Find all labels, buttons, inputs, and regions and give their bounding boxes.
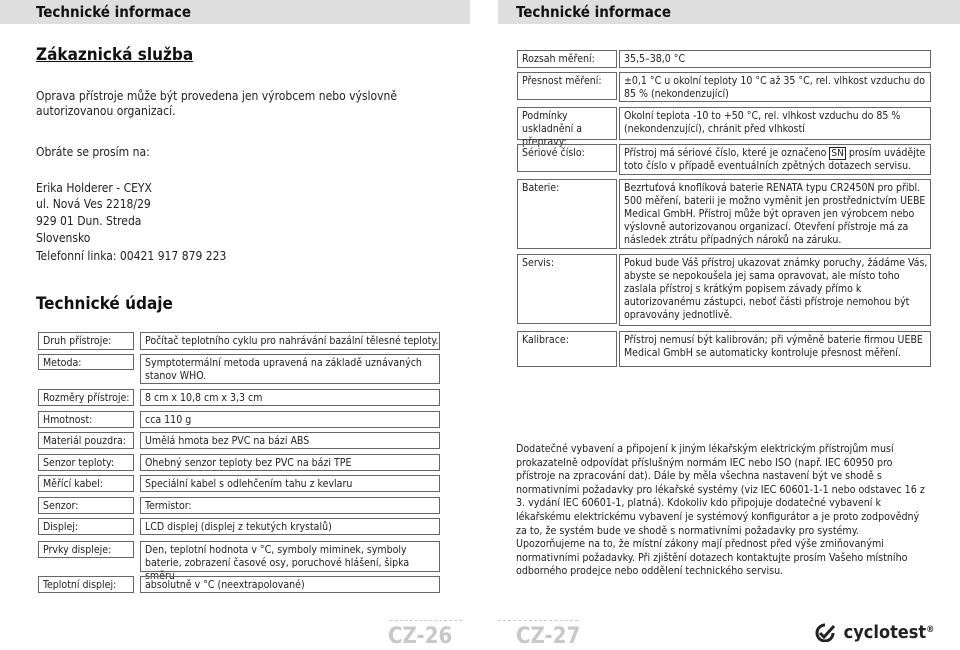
spec-label: Rozměry přístroje: [38,389,134,406]
spec-label: Kalibrace: [517,331,617,367]
spec-label: Senzor: [38,497,134,514]
spec-label: Materiál pouzdra: [38,432,134,449]
spec-value: Den, teplotní hodnota v °C, symboly miminek, symboly baterie, zobrazení časové osy, poruchové hlášení, šipka směru [140,541,440,572]
spec-label: Senzor teploty: [38,454,134,471]
spec-value [619,144,931,175]
spec-label: Servis: [517,254,617,324]
spec-label: Rozsah měření: [517,50,617,68]
spec-label: Displej: [38,518,134,535]
spec-value: Okolní teplota -10 to +50 °C, rel. vlhkost vzduchu do 85 % (nekondenzující), chránit před vlhkostí [619,107,931,140]
page-number-right: CZ-27 [516,624,581,649]
spec-value: Speciální kabel s odlehčením tahu z kevlaru [140,475,440,492]
cyclotest-logo-icon [812,622,838,642]
service-contact-intro: Obráte se prosím na: [36,145,150,159]
spec-label: Teplotní displej: [38,576,134,593]
right-header-title: Technické informace [498,0,960,24]
spec-value: 35,5–38,0 °C [619,50,931,68]
service-address-line: Slovensko [36,231,91,245]
page-number-left: CZ-26 [388,624,453,649]
specs-table [38,332,440,600]
spec-label: Podmínky uskladnění a přepravy: [517,107,617,140]
serial-text-a: Přístroj má sériové číslo, které je označeno [624,147,830,159]
spec-value: Bezrtuťová knoflíková baterie RENATA typu CR2450N pro přibl. 500 měření, baterii je možno vyměnit jen prostřednictvím UEBE Medical GmbH. Přístroj může být opraven jen výrobcem nebo výslovně autorizovanou organizací. Otevření přístroje má za následek ztrátu případných nároků na záruku. [619,179,931,249]
cyclotest-logo: cyclotest® [812,622,934,643]
spec-value: LCD displej (displej z tekutých krystalů) [140,518,440,535]
spec-label: Metoda: [38,354,134,370]
logo-text: cyclotest [843,622,927,643]
compliance-note: Dodatečné vybavení a připojení k jiným lékařským elektrickým přístrojům musí prokazatelně odpovídat příslušným normám IEC nebo ISO (např. IEC 60950 pro přístroje na zpracování dat). Dále by měla všechna nastavení být ve shodě s normativními požadavky pro lékařské systémy (viz IEC 60601-1-1 nebo odstavec 16 z 3. vydání IEC 60601-1, platná). Kdokoliv kdo připojuje dodatečné vybavení k lékařskému elektrickému vybavení je systémový konfigurátor a je proto zodpovědný za to, že systém bude ve shodě s normativními požadavky pro systémy. Upozorňujeme na to, že místní zákony mají přednost před výše zmiňovanými normativními požadavky. Při zjištění dotazech kontaktujte prosím Vašeho místního odborného prodejce nebo oddělení technického servisu. [516,443,925,578]
serial-text-b: prosím uvádějte toto číslo v případě eventuálních zpětných dotazech servisu. [624,147,926,172]
spec-label: Hmotnost: [38,411,134,428]
spec-value: Pokud bude Váš přístroj ukazovat známky poruchy, žádáme Vás, abyste se nepokoušela jej sama opravovat, ale místo toho zaslala přístroj s krátkým popisem závady přímo k autorizovanému zástupci, neboť části přístroje nemohou být opravovány jednotlivě. [619,254,931,326]
right-specs-table [517,50,931,370]
spec-label: Druh přístroje: [38,332,134,350]
spec-label: Prvky displeje: [38,541,134,558]
service-address-line: 929 01 Dun. Streda [36,214,142,228]
service-address-line: ul. Nová Ves 2218/29 [36,197,151,211]
service-phone: Telefonní linka: 00421 917 879 223 [36,249,227,263]
spec-label: Sériové číslo: [517,144,617,172]
page-divider [498,620,578,622]
specs-title: Technické údaje [36,294,173,314]
spec-value: Termistor: [140,497,440,514]
spec-value: Umělá hmota bez PVC na bázi ABS [140,432,440,449]
spec-value: Počítač teplotního cyklu pro nahrávání bazální tělesné teploty. [140,332,440,350]
service-title: Zákaznická služba [36,45,194,65]
spec-value: 8 cm x 10,8 cm x 3,3 cm [140,389,440,406]
service-repair-text: Oprava přístroje může být provedena jen výrobcem nebo výslovně autorizovanou organizací. [36,89,397,118]
spec-value: absolutně v °C (neextrapolované) [140,576,440,593]
spec-label: Přesnost měření: [517,72,617,100]
spec-label: Měřící kabel: [38,475,134,492]
spec-value: cca 110 g [140,411,440,428]
spec-value: ±0,1 °C u okolní teploty 10 °C až 35 °C, rel. vlhkost vzduchu do 85 % (nekondenzující) [619,72,931,102]
spec-value: Ohebný senzor teploty bez PVC na bázi TPE [140,454,440,471]
spec-value: Přístroj nemusí být kalibrován; při výměně baterie firmou UEBE Medical GmbH se automaticky kontroluje přesnost měření. [619,331,931,367]
spec-value: Symptotermální metoda upravená na základě uznávaných stanov WHO. [140,354,440,384]
spec-label: Baterie: [517,179,617,249]
page-divider [390,620,462,622]
left-header-title: Technické informace [0,0,470,24]
sn-symbol: SN [831,148,844,159]
service-address-line: Erika Holderer - CEYX [36,181,152,195]
